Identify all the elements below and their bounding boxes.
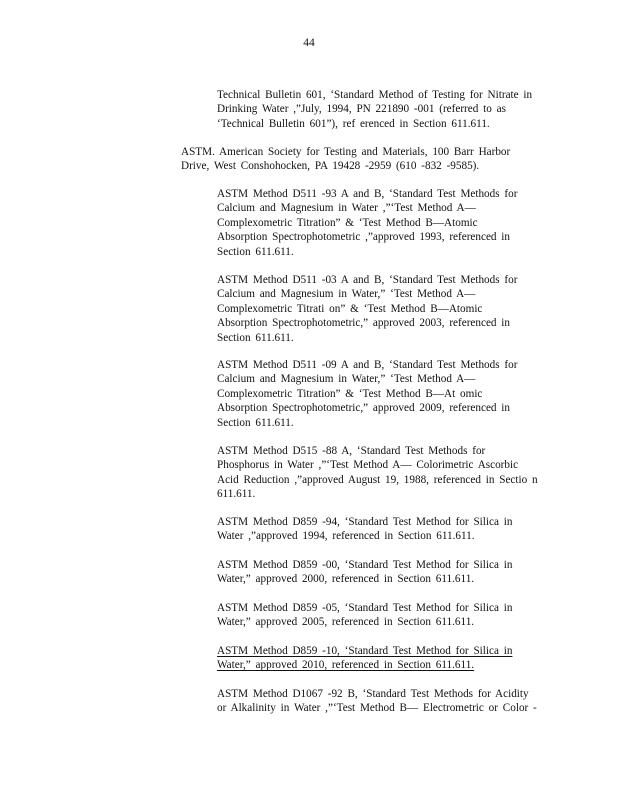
entry-line: Absorption Spectrophotometric ,”approved 1993, referenced in <box>217 231 511 244</box>
reference-entry-d511-03 <box>217 273 519 345</box>
entry-line: Complexometric Titrati on” & ‘Test Method B—Atomic <box>217 302 483 315</box>
entry-line: Drinking Water ,”July, 1994, PN 221890 -001 (referred to as <box>217 103 506 116</box>
entry-line: ASTM Method D511 -09 A and B, ‘Standard Test Methods for <box>217 359 518 371</box>
entry-line: ASTM Method D859 -94, ‘Standard Test Method for Silica in <box>217 516 513 528</box>
entry-line: Water,” approved 2010, referenced in Section 611.611. <box>217 659 475 672</box>
reference-entry-d515-88 <box>217 444 540 502</box>
entry-line: Calcium and Magnesium in Water ,”‘Test Method A— <box>217 202 476 215</box>
entry-line: ASTM Method D1067 -92 B, ‘Standard Test Methods for Acidity <box>217 688 529 700</box>
entry-line: Absorption Spectrophotometric,” approved 2003, referenced in <box>217 317 511 330</box>
entry-line: ASTM Method D859 -10, ‘Standard Test Method for Silica in <box>217 645 513 657</box>
reference-entry-d859-94 <box>217 515 519 544</box>
reference-entry-d859-05 <box>217 601 519 630</box>
entry-line: ASTM Method D511 -03 A and B, ‘Standard Test Methods for <box>217 274 518 286</box>
entry-line: Section 611.611. <box>217 331 294 344</box>
entry-line: ASTM Method D859 -00, ‘Standard Test Method for Silica in <box>217 559 513 571</box>
entry-line: Calcium and Magnesium in Water,” ‘Test Method A— <box>217 288 476 301</box>
entry-line: Water ,”approved 1994, referenced in Section 611.611. <box>217 530 475 543</box>
entry-line: Calcium and Magnesium in Water,” ‘Test Method A— <box>217 373 476 386</box>
entry-line: ‘Technical Bulletin 601”), ref erenced in Section 611.611. <box>217 117 490 130</box>
entry-line: Water,” approved 2000, referenced in Section 611.611. <box>217 573 475 586</box>
source-entry-astm <box>181 145 516 174</box>
entry-line: or Alkalinity in Water ,”‘Test Method B— Electrometric or Color - <box>217 702 537 715</box>
entry-line: Complexometric Titration” & ‘Test Method B—Atomic <box>217 216 478 229</box>
entry-line: Section 611.611. <box>217 245 294 258</box>
entry-line: ASTM Method D511 -93 A and B, ‘Standard Test Methods for <box>217 188 518 200</box>
entry-line: ASTM Method D859 -05, ‘Standard Test Method for Silica in <box>217 602 513 614</box>
entry-line: Absorption Spectrophotometric,” approved 2009, referenced in <box>217 402 511 415</box>
reference-entry-d859-00 <box>217 558 519 587</box>
entry-line: Water,” approved 2005, referenced in Section 611.611. <box>217 616 475 629</box>
reference-entry-d511-93 <box>217 187 519 259</box>
entry-line: Complexometric Titration” & ‘Test Method B—At omic <box>217 387 483 400</box>
entry-line: Drive, West Conshohocken, PA 19428 -2959 (610 -832 -9585). <box>181 160 480 173</box>
reference-entry-d511-09 <box>217 358 519 430</box>
entry-line: ASTM. American Society for Testing and Materials, 100 Barr Harbor <box>181 146 511 158</box>
reference-entry-technical-bulletin-601 <box>217 88 540 131</box>
entry-line: Technical Bulletin 601, ‘Standard Method of Testing for Nitrate in <box>217 89 533 101</box>
entry-line: Acid Reduction ,”approved August 19, 1988, referenced in Sectio n <box>217 473 538 486</box>
entry-line: Phosphorus in Water ,”‘Test Method A— Colorimetric Ascorbic <box>217 459 519 472</box>
reference-entry-d859-10-underlined <box>217 644 519 673</box>
entry-line: Section 611.611. <box>217 416 294 429</box>
page-number: 44 <box>303 37 315 49</box>
reference-entry-d1067-92 <box>217 687 540 716</box>
entry-line: 611.611. <box>217 488 256 501</box>
entry-line: ASTM Method D515 -88 A, ‘Standard Test Methods for <box>217 445 486 457</box>
